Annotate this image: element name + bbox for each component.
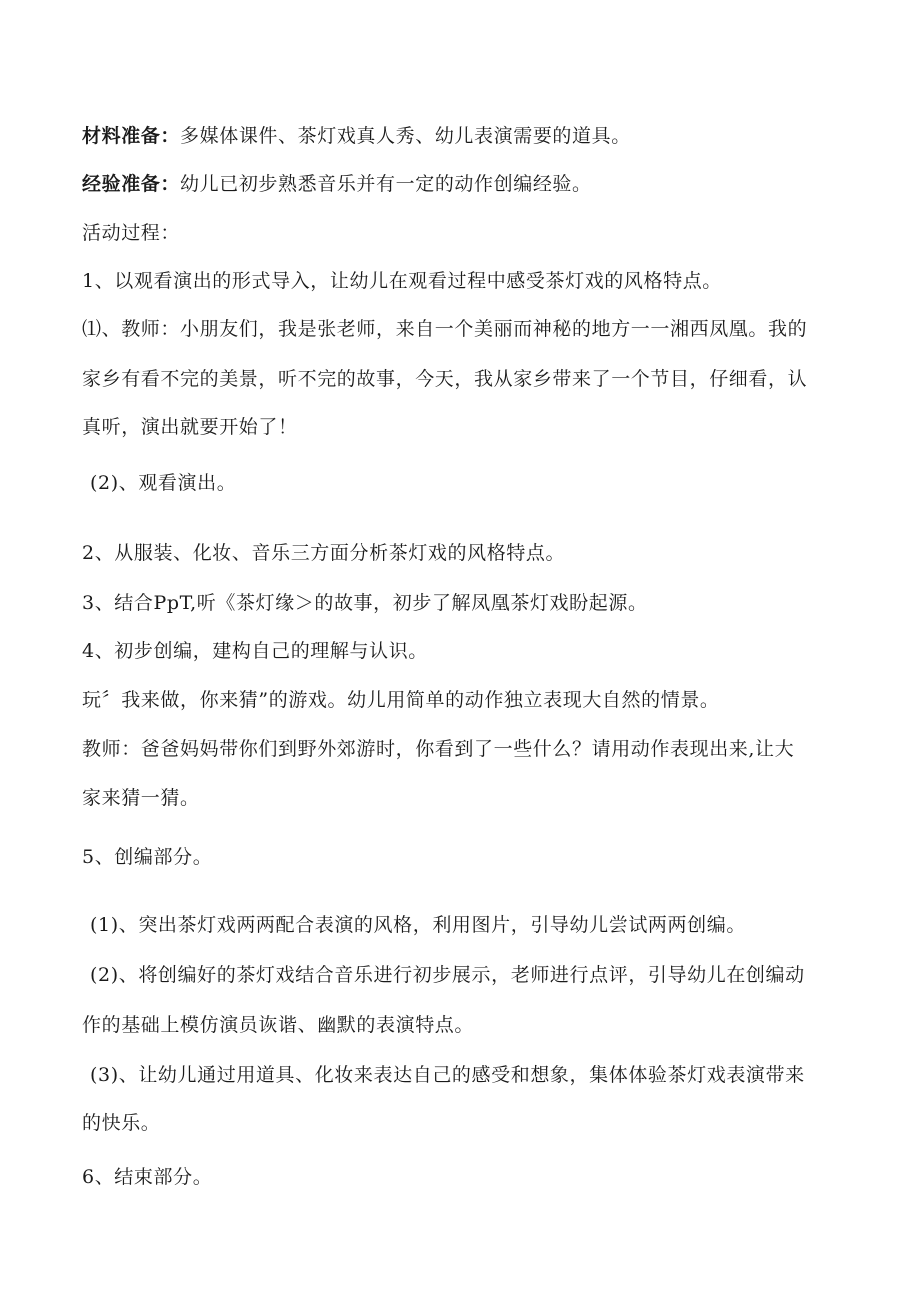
step-1-sub-1-line-2: 家乡有看不完的美景，听不完的故事，今天，我从家乡带来了一个节目，仔细看，认 (82, 368, 808, 390)
step-5: 5、创编部分。 (82, 846, 213, 868)
step-6: 6、结束部分。 (82, 1166, 213, 1188)
step-3: 3、结合PpT,听《茶灯缘＞的故事，初步了解凤凰茶灯戏盼起源。 (82, 592, 648, 614)
experience-text: 幼儿已初步熟悉音乐并有一定的动作创编经验。 (180, 173, 592, 195)
materials-text: 多媒体课件、茶灯戏真人秀、幼儿表演需要的道具。 (180, 125, 631, 147)
experience-label: 经验准备： (82, 173, 181, 195)
step-1-sub-1-line-3: 真听，演出就要开始了！ (82, 416, 298, 438)
materials-line (82, 123, 631, 149)
step-1-sub-1-line-1: ⑴、教师：小朋友们，我是张老师，来自一个美丽而神秘的地方一一湘西凤凰。我的 (82, 318, 808, 340)
step-5-sub-3-line-2: 的快乐。 (82, 1112, 161, 1134)
experience-line (82, 171, 592, 197)
step-1-sub-2: (2)、观看演出。 (90, 472, 237, 494)
process-heading: 活动过程： (82, 222, 181, 244)
step-5-sub-3-line-1: (3)、让幼儿通过用道具、化妆来表达自己的感受和想象，集体体验茶灯戏表演带来 (90, 1064, 805, 1086)
step-4-game: 玩〞我来做，你来猜”的游戏。幼儿用简单的动作独立表现大自然的情景。 (82, 689, 720, 711)
step-4-teacher-line-1: 教师：爸爸妈妈带你们到野外郊游时，你看到了一些什么？请用动作表现出来,让大 (82, 738, 795, 760)
step-5-sub-2-line-2: 作的基础上模仿演员诙谐、幽默的表演特点。 (82, 1014, 475, 1036)
step-5-sub-1: (1)、突出茶灯戏两两配合表演的风格，利用图片，引导幼儿尝试两两创编。 (90, 914, 746, 936)
step-2: 2、从服装、化妆、音乐三方面分析茶灯戏的风格特点。 (82, 542, 566, 564)
step-5-sub-2-line-1: (2)、将创编好的茶灯戏结合音乐进行初步展示，老师进行点评，引导幼儿在创编动 (90, 964, 805, 986)
step-4-teacher-line-2: 家来猜一猜。 (82, 787, 200, 809)
step-4: 4、初步创编，建构自己的理解与认识。 (82, 640, 428, 662)
materials-label: 材料准备： (82, 125, 181, 147)
step-1: 1、以观看演出的形式导入，让幼儿在观看过程中感受茶灯戏的风格特点。 (82, 270, 722, 292)
